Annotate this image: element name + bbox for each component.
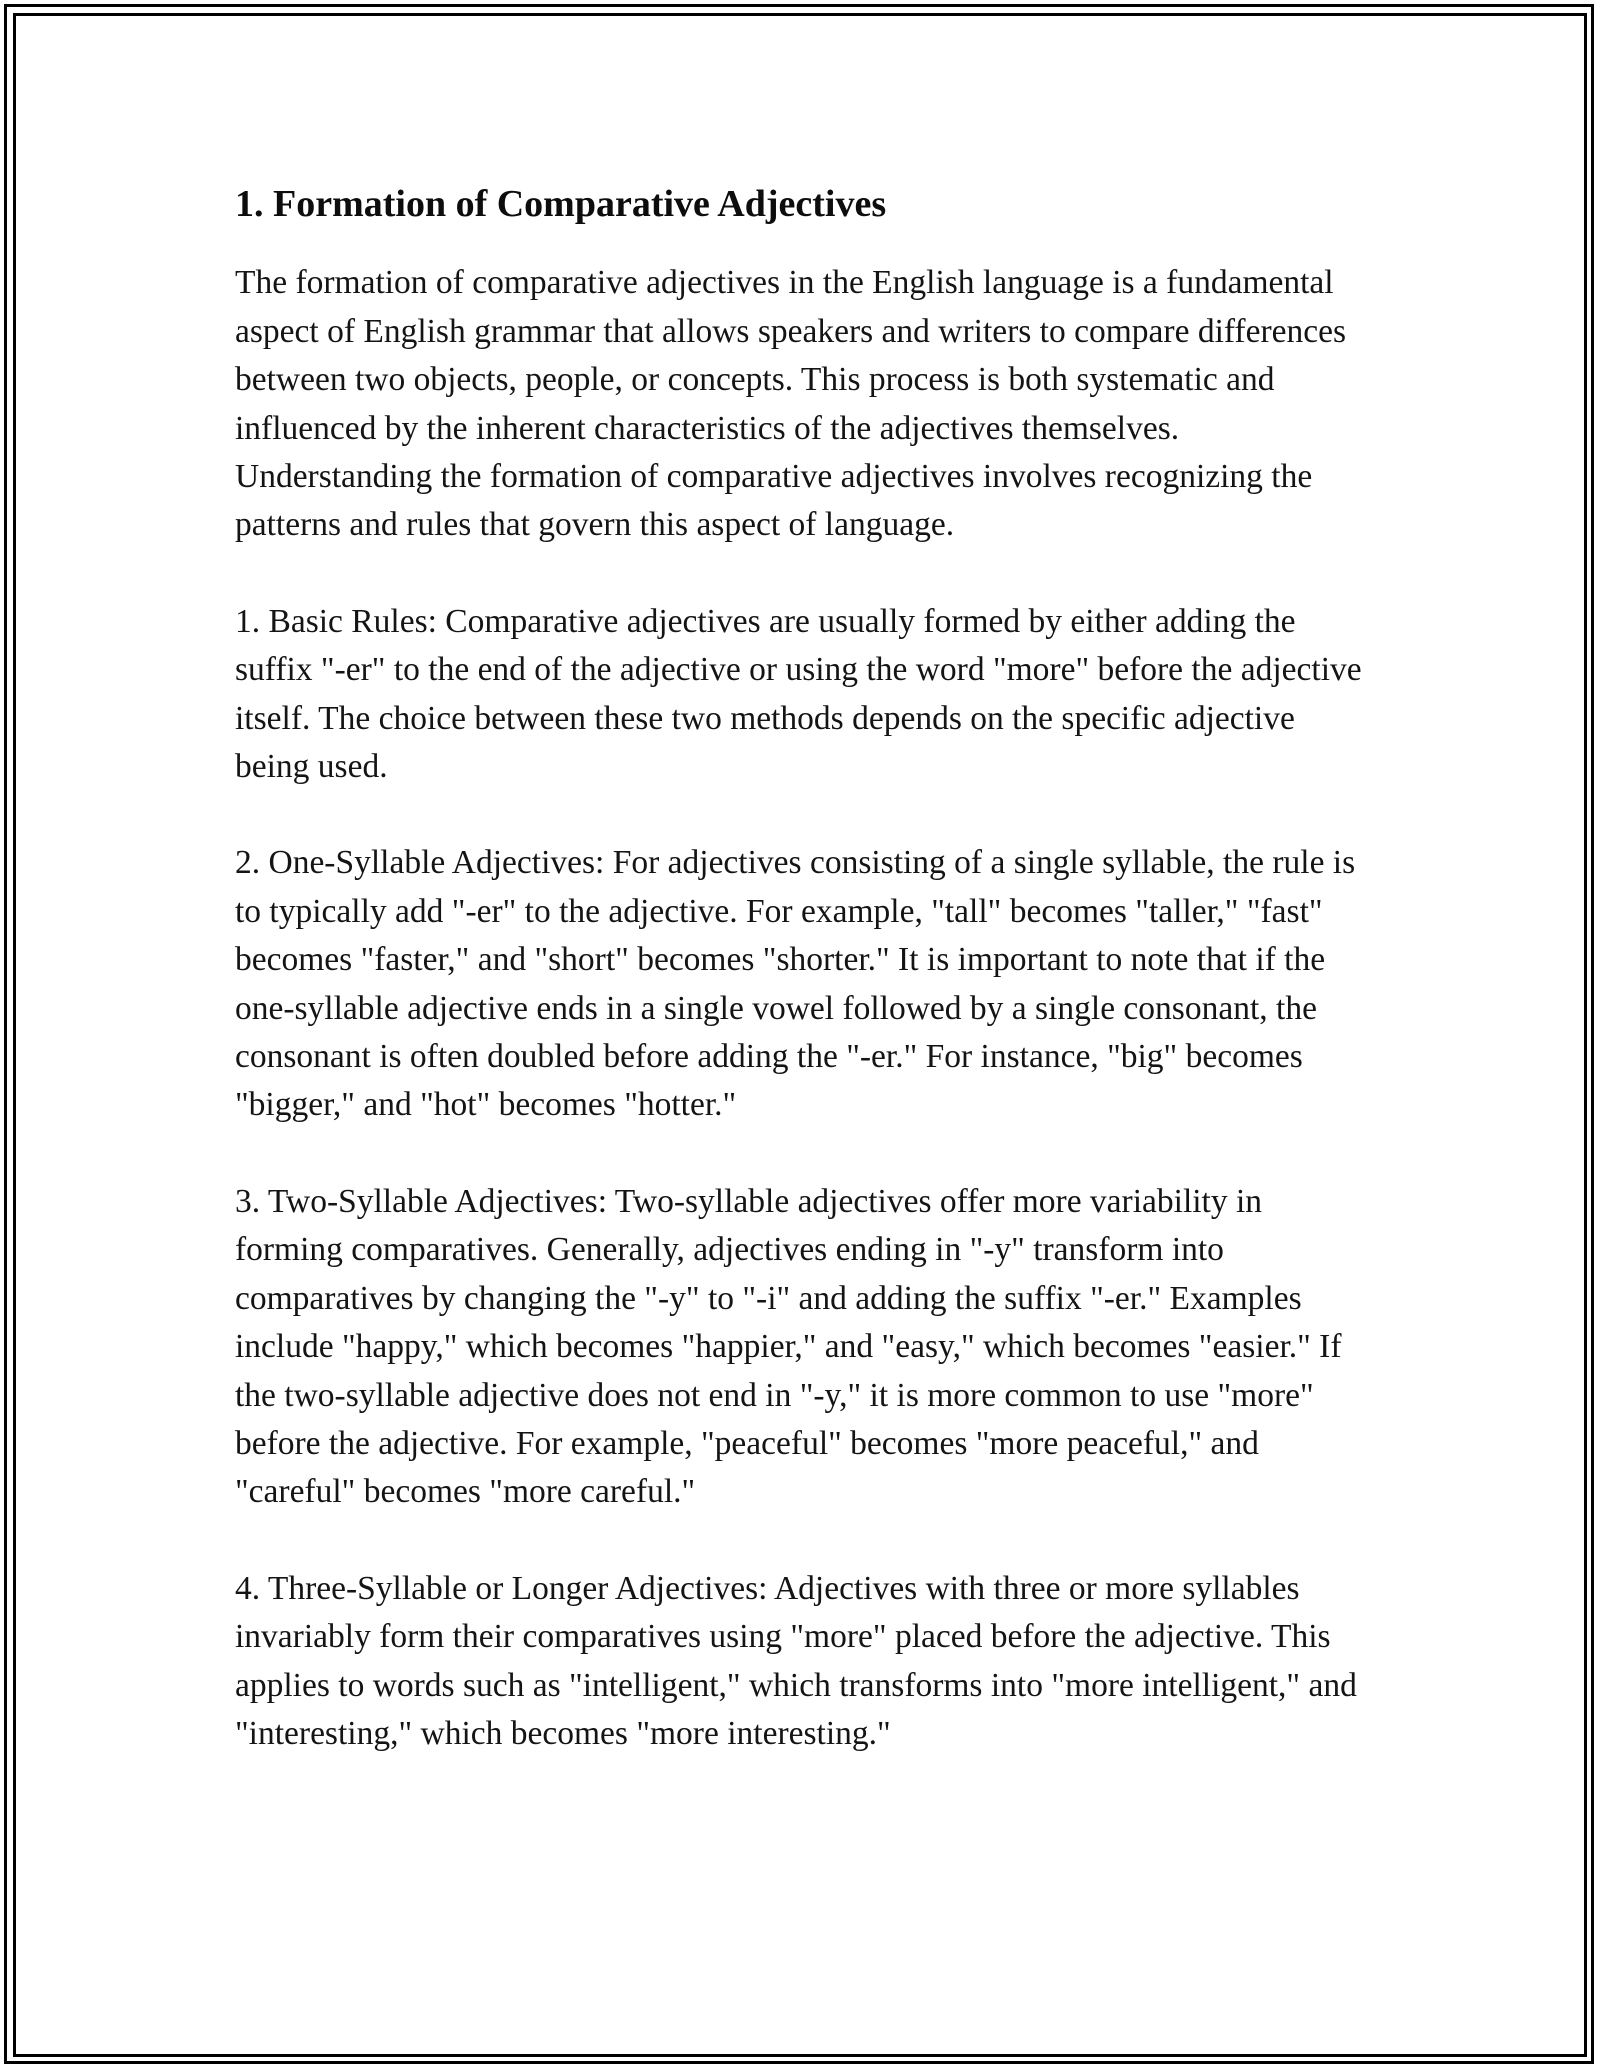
two-syllable-paragraph: 3. Two-Syllable Adjectives: Two-syllable adjectives offer more variability in forming comparatives. Generally, adjectives ending in "-y" transform into comparatives by changing the "-y" to "-i" and adding the suffix "-er." Examples include "happy," which becomes "happier," and "easy," which becomes "easier." If the two-syllable adjective does not end in "-y," it is more common to use "more" before the adjective. For example, "peaceful" becomes "more peaceful," and "careful" becomes "more careful." [235, 1182, 1342, 1511]
intro-paragraph: The formation of comparative adjectives in the English language is a fundamental aspect of English grammar that allows speakers and writers to compare differences between two objects, people, or concepts. This process is both systematic and influenced by the inherent characteristics of the adjectives themselves. Understanding the formation of comparative adjectives involves recognizing the patterns and rules that govern this aspect of language. [235, 264, 1346, 544]
one-syllable-paragraph: 2. One-Syllable Adjectives: For adjectives consisting of a single syllable, the rule is to typically add "-er" to the adjective. For example, "tall" becomes "taller," "fast" becomes "faster," and "short" becomes "shorter." It is important to note that if the one-syllable adjective ends in a single vowel followed by a single consonant, the consonant is often doubled before adding the "-er." For instance, "big" becomes "bigger," and "hot" becomes "hotter." [235, 844, 1356, 1124]
three-syllable-paragraph: 4. Three-Syllable or Longer Adjectives: Adjectives with three or more syllables invariably form their comparatives using "more" placed before the adjective. This applies to words such as "intelligent," which transforms into "more intelligent," and "interesting," which becomes "more interesting." [235, 1569, 1357, 1752]
section-heading: 1. Formation of Comparative Adjectives [235, 183, 887, 225]
document-body [235, 180, 1375, 1806]
basic-rules-paragraph: 1. Basic Rules: Comparative adjectives are usually formed by either adding the suffix "-er" to the end of the adjective or using the word "more" before the adjective itself. The choice between these two methods depends on the specific adjective being used. [235, 602, 1362, 786]
